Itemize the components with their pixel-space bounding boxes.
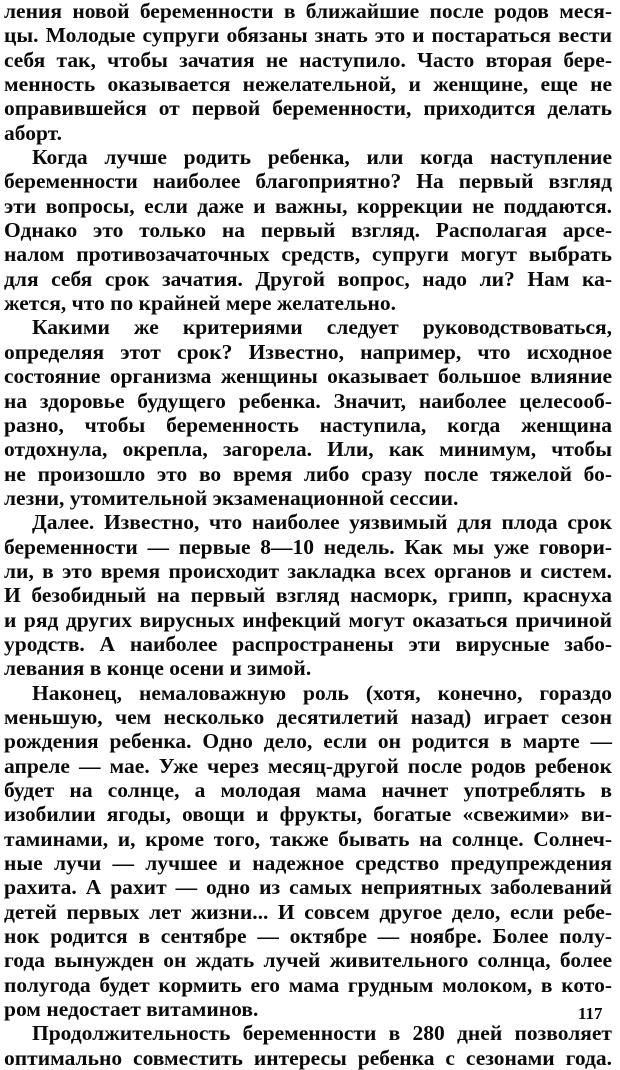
text-line: года вынужден он ждать лучей живительного солнца, более	[4, 948, 612, 973]
text-line: менность оказывается нежелательной, и женщине, еще не	[4, 72, 612, 97]
text-line: цы. Молодые супруги обязаны знать это и постараться вести	[4, 23, 612, 48]
text-line: апреле — мае. Уже через месяц-другой после родов ребенок	[4, 753, 612, 778]
body-text	[4, 0, 612, 1070]
paragraph	[4, 0, 612, 145]
text-line: уродств. А наиболее распространены эти вирусные забо-	[4, 631, 612, 656]
text-line: себя так, чтобы зачатия не наступило. Часто вторая бере-	[4, 47, 612, 72]
text-line: рождения ребенка. Одно дело, если он родится в марте —	[4, 729, 612, 754]
text-line: не произошло это во время либо сразу после тяжелой бо-	[4, 461, 612, 486]
text-line: беременности наиболее благоприятно? На первый взгляд	[4, 169, 612, 194]
text-line: ления новой беременности в ближайшие после родов меся-	[4, 0, 612, 23]
text-line: ли, в это время происходит закладка всех органов и систем.	[4, 558, 612, 583]
text-line: состояние организма женщины оказывает большое влияние	[4, 364, 612, 389]
text-line: рахита. А рахит — одно из самых неприятных заболеваний	[4, 875, 612, 900]
text-line: отдохнула, окрепла, загорела. Или, как минимум, чтобы	[4, 437, 612, 462]
text-line: для себя срок зачатия. Другой вопрос, надо ли? Нам ка-	[4, 266, 612, 291]
text-line: беременности — первые 8—10 недель. Как мы уже говори-	[4, 534, 612, 559]
text-line: таминами, и, кроме того, также бывать на солнце. Солнеч-	[4, 826, 612, 851]
text-line: нок родится в сентябре — октябре — ноябре. Более полу-	[4, 924, 612, 949]
text-line: Когда лучше родить ребенка, или когда наступление	[32, 145, 612, 170]
text-line: детей первых лет жизни... И совсем другое дело, если ребе-	[4, 899, 612, 924]
text-line: оптимально совместить интересы ребенка с сезонами года.	[4, 1045, 612, 1070]
text-line: ные лучи — лучшее и надежное средство предупреждения	[4, 851, 612, 876]
text-line: на здоровье будущего ребенка. Значит, наиболее целесооб-	[4, 388, 612, 413]
paragraph	[4, 1021, 612, 1070]
text-line: ром недостает витаминов.	[4, 997, 259, 1022]
text-line: Наконец, немаловажную роль (хотя, конечно, гораздо	[32, 680, 612, 705]
text-line: оправившейся от первой беременности, приходится делать	[4, 96, 612, 121]
paragraph	[4, 510, 612, 680]
text-line: лезни, утомительной экзаменационной сессии.	[4, 485, 459, 510]
text-line: Продолжительность беременности в 280 дней позволяет	[32, 1021, 612, 1046]
text-line: меньшую, чем несколько десятилетий назад) играет сезон	[4, 704, 612, 729]
text-line: и ряд других вирусных инфекций могут оказаться причиной	[4, 607, 612, 632]
text-line: полугода будет кормить его мама грудным молоком, в кото-	[4, 972, 612, 997]
text-line: эти вопросы, если даже и важны, коррекции не поддаются.	[4, 193, 612, 218]
text-line: налом противозачаточных средств, супруги могут выбрать	[4, 242, 612, 267]
text-line: аборт.	[4, 120, 62, 145]
text-line: разно, чтобы беременность наступила, когда женщина	[4, 412, 612, 437]
page-number: 117	[578, 1004, 603, 1023]
paragraph	[4, 145, 612, 315]
text-line: левания в конце осени и зимой.	[4, 656, 312, 681]
text-line: жется, что по крайней мере желательно.	[4, 291, 397, 316]
text-line: Однако это только на первый взгляд. Располагая арсе-	[4, 218, 612, 243]
text-line: Какими же критериями следует руководствоваться,	[32, 315, 612, 340]
text-line: изобилии ягоды, овощи и фрукты, богатые «свежими» ви-	[4, 802, 612, 827]
text-line: определяя этот срок? Известно, например, что исходное	[4, 339, 612, 364]
text-line: будет на солнце, а молодая мама начнет употреблять в	[4, 778, 612, 802]
text-line: И безобидный на первый взгляд насморк, грипп, краснуха	[4, 583, 612, 608]
paragraph	[4, 315, 612, 510]
text-line: Далее. Известно, что наиболее уязвимый для плода срок	[32, 510, 612, 535]
paragraph	[4, 681, 612, 1022]
